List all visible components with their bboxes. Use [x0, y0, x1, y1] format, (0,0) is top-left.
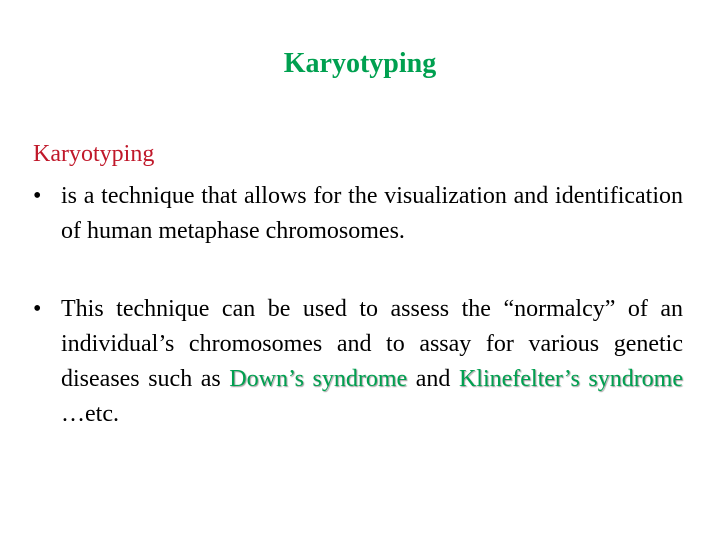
bullet-text-definition: is a technique that allows for the visualization and identification of human metaphase chromosomes.: [61, 183, 683, 244]
bullet-dot-icon: •: [33, 296, 42, 322]
usage-text-middle: and: [407, 366, 459, 392]
bullet-item-usage: [33, 292, 683, 432]
slide-title: [0, 48, 720, 80]
intro-term: Karyotyping: [33, 141, 155, 167]
bullet-item-definition: [33, 179, 683, 249]
bullet-text-usage: [61, 292, 683, 432]
slide-title-text: Karyotyping: [283, 48, 437, 79]
highlight-klinefelters-syndrome: Klinefelter’s syndrome: [458, 366, 684, 392]
bullet-dot-icon: •: [33, 183, 42, 209]
highlight-downs-syndrome: Down’s syndrome: [229, 366, 408, 392]
usage-text-after: …etc.: [61, 401, 119, 427]
usage-text-before: This technique can be used to assess the “normalcy” of an individual’s chromosomes and to assay for various genetic diseases such as: [61, 296, 683, 392]
